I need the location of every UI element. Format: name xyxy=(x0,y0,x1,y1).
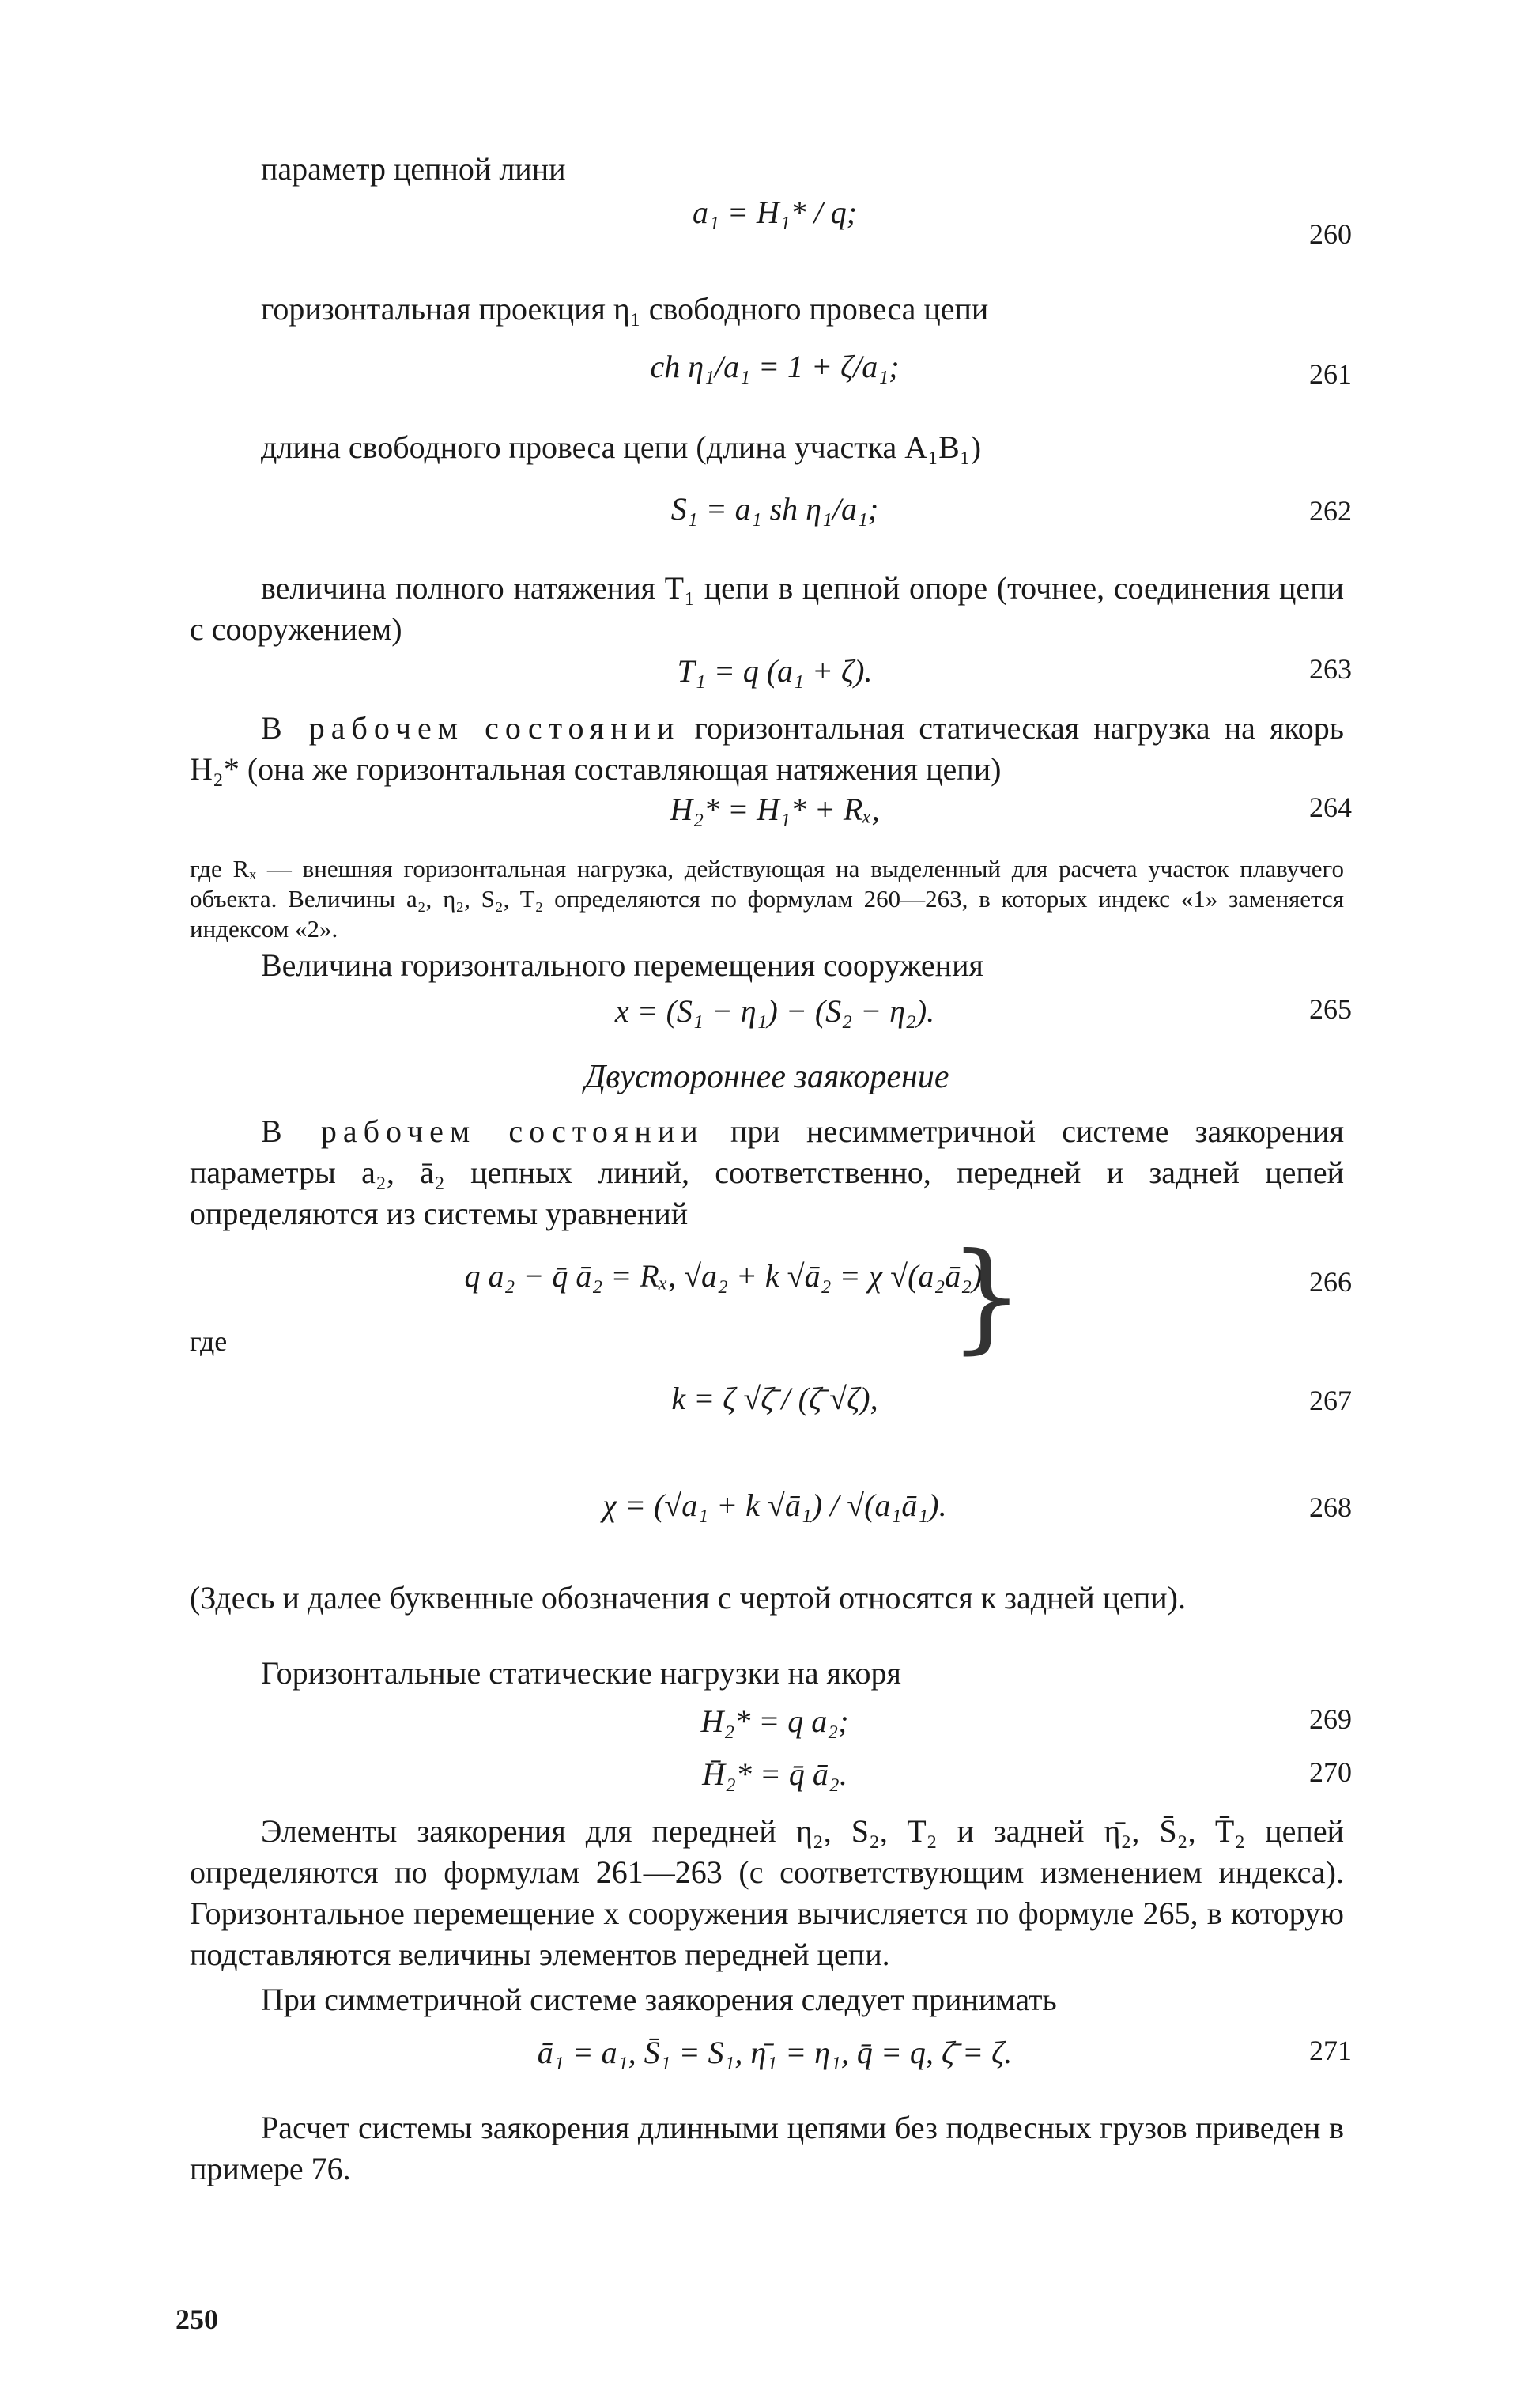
equation-number-260: 260 xyxy=(1309,218,1352,250)
equation-number-261: 261 xyxy=(1309,358,1352,390)
equation-271: ā₁ = a₁, S̄₁ = S₁, η̄₁ = η₁, q̄ = q, ζ̄ = ζ. xyxy=(537,2035,1013,2070)
section-heading: Двустороннее заякорение xyxy=(584,1059,949,1095)
equation-number-262: 262 xyxy=(1309,495,1352,527)
page-number: 250 xyxy=(176,2304,218,2335)
equation-262: S₁ = a₁ sh η₁/a₁; xyxy=(670,491,879,527)
paragraph-symmetric-system: При симметричной системе заякорения следует принимать xyxy=(261,1982,1057,2017)
system-brace: } xyxy=(949,1228,1025,1366)
equation-number-271: 271 xyxy=(1309,2035,1352,2066)
equation-number-268: 268 xyxy=(1309,1491,1352,1523)
where-label: где xyxy=(190,1325,228,1357)
equation-number-264: 264 xyxy=(1309,792,1352,823)
paragraph-static-loads: Горизонтальные статические нагрузки на якоря xyxy=(261,1655,901,1691)
equation-270: H̄₂* = q̄ ā₂. xyxy=(702,1756,847,1792)
equation-268: χ = (√a₁ + k √ā₁) / √(a₁ā₁). xyxy=(602,1487,947,1523)
paragraph-asymmetric-system xyxy=(190,1111,1344,1234)
spaced-emphasis: В рабочем состоянии xyxy=(261,1113,704,1149)
paragraph-example-reference: Расчет системы заякорения длинными цепями без подвесных грузов приведен в примере 76. xyxy=(190,2110,1344,2186)
equation-260: a₁ = H₁* / q; xyxy=(692,195,858,230)
paragraph-bar-notation: (Здесь и далее буквенные обозначения с чертой относятся к задней цепи). xyxy=(190,1580,1186,1616)
equation-number-265: 265 xyxy=(1309,993,1352,1025)
equation-number-270: 270 xyxy=(1309,1756,1352,1788)
spaced-emphasis: В рабочем состоянии xyxy=(261,710,681,746)
small-note: где Rₓ — внешняя горизонтальная нагрузка, действующая на выделенный для расчета участок плавучего объекта. Величины a₂, η₂, S₂, T₂ определяются по формулам 260—263, в которых индекс «1» заменяется индексом «2». xyxy=(190,855,1344,943)
equation-261: ch η₁/a₁ = 1 + ζ/a₁; xyxy=(650,349,900,384)
equation-264: H₂* = H₁* + Rₓ, xyxy=(670,792,880,827)
equation-265: x = (S₁ − η₁) − (S₂ − η₂). xyxy=(614,993,935,1029)
equation-number-266: 266 xyxy=(1309,1266,1352,1298)
paragraph-free-length: длина свободного провеса цепи (длина участка A₁B₁) xyxy=(261,429,982,465)
equation-number-267: 267 xyxy=(1309,1385,1352,1416)
paragraph-continuation: при несимметричной системе заякорения параметры a₂, ā₂ цепных линий, соответственно, передней и задней цепей определяются из системы уравнений xyxy=(190,1113,1344,1231)
equation-number-269: 269 xyxy=(1309,1703,1352,1735)
paragraph-horizontal-displacement: Величина горизонтального перемещения сооружения xyxy=(261,947,983,983)
paragraph-anchoring-elements: Элементы заякорения для передней η₂, S₂, T₂ и задней η̄₂, S̄₂, T̄₂ цепей определяются по формулам 261—263 (с соответствующим изменением индекса). Горизонтальное перемещение x сооружения вычисляется по формуле 265, в которую подставляются величины элементов передней цепи. xyxy=(190,1813,1344,1972)
equation-266: q a₂ − q̄ ā₂ = Rₓ, √a₂ + k √ā₂ = χ √(a₂ā₂), xyxy=(464,1258,991,1294)
paragraph-chain-parameter: параметр цепной лини xyxy=(261,151,566,187)
equation-267: k = ζ √ζ̄ / (ζ̄ √ζ), xyxy=(671,1381,878,1416)
equation-269: H₂* = q a₂; xyxy=(700,1703,849,1739)
equation-number-263: 263 xyxy=(1309,653,1352,685)
paragraph-working-state-anchor-load xyxy=(190,708,1344,790)
paragraph-horizontal-projection: горизонтальная проекция η₁ свободного провеса цепи xyxy=(261,291,989,327)
paragraph-full-tension: величина полного натяжения T₁ цепи в цепной опоре (точнее, соединения цепи с сооружением) xyxy=(190,570,1344,647)
equation-263: T₁ = q (a₁ + ζ). xyxy=(677,653,873,689)
paragraph-continuation: горизонтальная статическая нагрузка на якорь H₂* (она же горизонтальная составляющая натяжения цепи) xyxy=(190,710,1345,787)
